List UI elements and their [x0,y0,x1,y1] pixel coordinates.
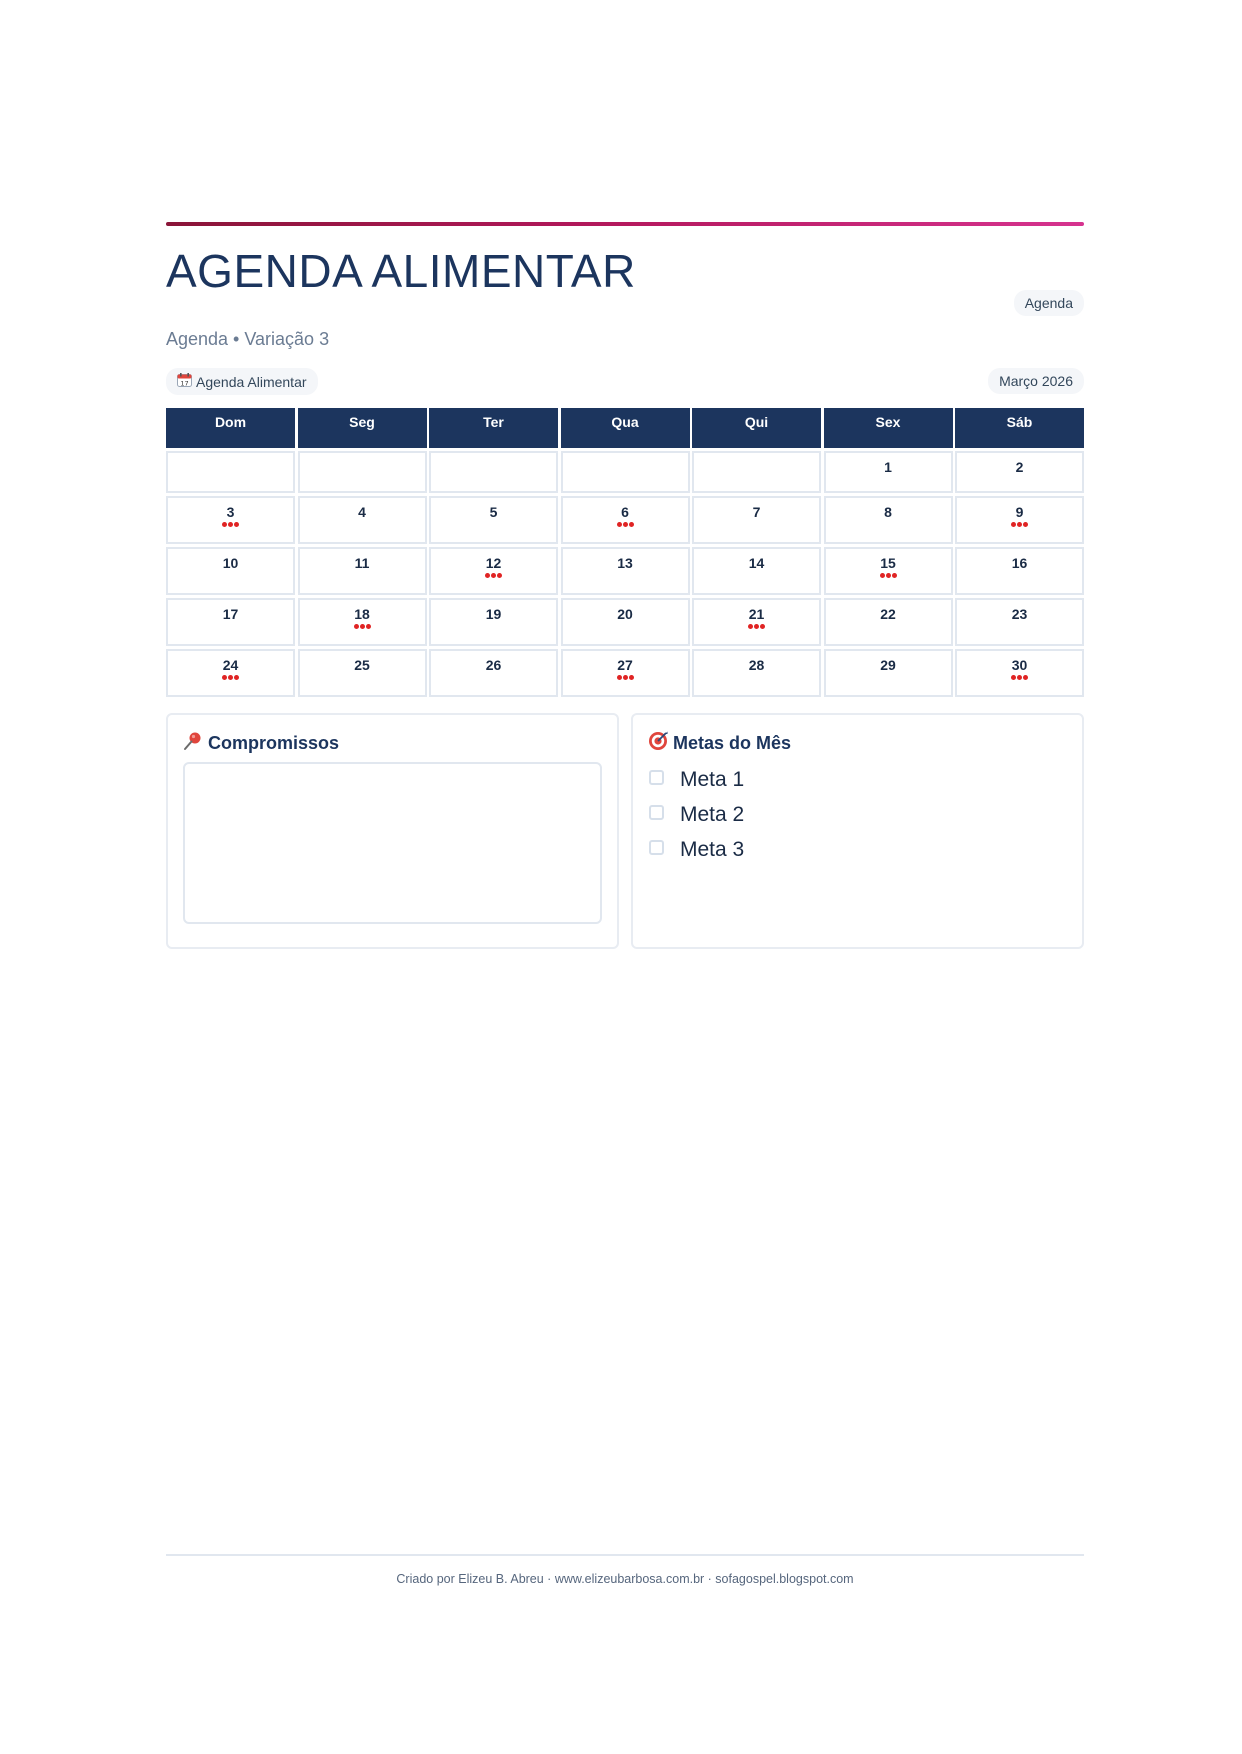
weekday-header: Seg [298,408,427,448]
marker-dot [629,522,634,527]
day-number: 12 [485,555,502,571]
calendar-day-cell [561,451,690,493]
calendar-day-cell [692,451,821,493]
day-marker-dots [957,522,1082,530]
day-number: 4 [358,504,366,520]
day-marker-dots [563,675,688,683]
marker-dot [623,675,628,680]
calendar-day-cell[interactable] [955,598,1084,646]
calendar [166,408,1084,697]
goal-item [648,797,1067,832]
marker-dot [880,573,885,578]
appointments-notes-area[interactable] [183,762,602,924]
calendar-day-cell[interactable] [824,547,953,595]
calendar-day-cell[interactable] [166,496,295,544]
page [166,222,1084,949]
marker-dot [1011,522,1016,527]
day-marker-dots [168,675,293,683]
day-number: 29 [880,657,896,673]
day-number: 27 [617,657,633,673]
calendar-day-cell[interactable] [298,496,427,544]
day-number: 14 [748,555,765,571]
day-number: 10 [222,555,239,571]
marker-dot [617,675,622,680]
day-number: 30 [1011,657,1028,673]
goal-item [648,762,1067,797]
marker-dot [491,573,496,578]
day-number: 2 [1015,459,1024,475]
marker-dot [360,624,365,629]
calendar-day-cell[interactable] [955,649,1084,697]
day-number: 1 [884,459,892,475]
day-number: 20 [617,606,633,622]
calendar-day-cell[interactable] [429,496,558,544]
calendar-day-cell [429,451,558,493]
marker-dot [623,522,628,527]
goal-label: Meta 2 [680,802,745,826]
marker-dot [1023,675,1028,680]
weekday-header: Dom [166,408,295,448]
goal-label: Meta 3 [680,837,745,861]
day-number: 18 [354,606,370,622]
calendar-day-cell[interactable] [561,598,690,646]
goals-title [648,731,1067,756]
weekday-header: Qui [692,408,821,448]
goal-checkbox[interactable] [649,840,664,855]
calendar-day-cell[interactable] [166,547,295,595]
marker-dot [754,624,759,629]
calendar-chip [166,368,318,395]
calendar-day-cell[interactable] [561,649,690,697]
calendar-day-cell[interactable] [561,496,690,544]
goal-checkbox[interactable] [649,805,664,820]
calendar-icon [177,373,192,390]
marker-dot [228,522,233,527]
day-number: 21 [748,606,765,622]
day-number: 16 [1011,555,1028,571]
day-number: 6 [621,504,629,520]
weekday-header: Qua [561,408,690,448]
calendar-day-cell [298,451,427,493]
marker-dot [234,675,239,680]
day-marker-dots [957,675,1082,683]
marker-dot [1017,522,1022,527]
marker-dot [234,522,239,527]
marker-dot [1017,675,1022,680]
panels [166,713,1084,949]
calendar-day-cell[interactable] [298,598,427,646]
marker-dot [748,624,753,629]
calendar-day-cell[interactable] [166,649,295,697]
goals-label: Metas do Mês [673,733,792,753]
day-marker-dots [694,624,819,632]
calendar-day-cell[interactable] [692,598,821,646]
calendar-day-cell[interactable] [824,496,953,544]
appointments-title [183,731,602,756]
day-number: 5 [489,504,498,520]
calendar-day-cell[interactable] [692,496,821,544]
calendar-day-cell[interactable] [166,598,295,646]
calendar-header [166,408,1084,448]
day-number: 19 [485,606,502,622]
marker-dot [222,675,227,680]
day-marker-dots [826,573,951,581]
calendar-chip-label: Agenda Alimentar [196,374,307,390]
calendar-day-cell[interactable] [692,649,821,697]
marker-dot [1011,675,1016,680]
calendar-day-cell[interactable] [298,649,427,697]
day-marker-dots [168,522,293,530]
day-number: 15 [880,555,896,571]
month-chip: Março 2026 [988,368,1084,394]
day-number: 26 [485,657,502,673]
appointments-panel [166,713,619,949]
day-number: 17 [222,606,239,622]
marker-dot [892,573,897,578]
day-number: 3 [226,504,235,520]
calendar-day-cell[interactable] [824,649,953,697]
calendar-day-cell[interactable] [561,547,690,595]
day-marker-dots [431,573,556,581]
goals-list [648,762,1067,867]
calendar-day-cell[interactable] [824,451,953,493]
calendar-day-cell[interactable] [429,649,558,697]
day-marker-dots [563,522,688,530]
page-subtitle: Agenda • Variação 3 [166,329,330,349]
day-number: 11 [354,555,370,571]
marker-dot [629,675,634,680]
weekday-header: Sex [824,408,953,448]
day-number: 13 [617,555,633,571]
marker-dot [366,624,371,629]
marker-dot [886,573,891,578]
target-icon [648,731,668,756]
day-number: 22 [880,606,896,622]
calendar-day-cell[interactable] [955,451,1084,493]
day-number: 8 [884,504,892,520]
appointments-label: Compromissos [208,733,340,753]
goal-label: Meta 1 [680,767,745,791]
day-marker-dots [300,624,425,632]
marker-dot [617,522,622,527]
calendar-day-cell[interactable] [955,496,1084,544]
calendar-day-cell[interactable] [955,547,1084,595]
day-number: 25 [354,657,370,673]
marker-dot [354,624,359,629]
weekday-header: Ter [429,408,558,448]
goal-checkbox[interactable] [649,770,664,785]
calendar-day-cell[interactable] [692,547,821,595]
marker-dot [228,675,233,680]
pushpin-icon [183,731,203,756]
calendar-day-cell[interactable] [824,598,953,646]
calendar-grid [166,451,1084,697]
goals-panel [631,713,1084,949]
svg-text:17: 17 [180,379,189,387]
day-number: 28 [748,657,765,673]
title-row [166,226,1084,322]
marker-dot [760,624,765,629]
marker-dot [1023,522,1028,527]
page-title: AGENDA ALIMENTAR [166,245,636,297]
goal-item [648,832,1067,867]
marker-dot [222,522,227,527]
weekday-header: Sáb [955,408,1084,448]
marker-dot [485,573,490,578]
calendar-day-cell[interactable] [298,547,427,595]
day-number: 7 [752,504,761,520]
marker-dot [497,573,502,578]
day-number: 24 [222,657,239,673]
footer-divider [166,1554,1084,1556]
calendar-day-cell[interactable] [429,598,558,646]
calendar-day-cell[interactable] [429,547,558,595]
day-number: 9 [1015,504,1024,520]
footer-credit: Criado por Elizeu B. Abreu · www.elizeubarbosa.com.br · sofagospel.blogspot.com [396,1572,854,1586]
calendar-day-cell [166,451,295,493]
tag-chip: Agenda [1014,290,1084,316]
meta-row [166,368,1084,398]
day-number: 23 [1011,606,1028,622]
